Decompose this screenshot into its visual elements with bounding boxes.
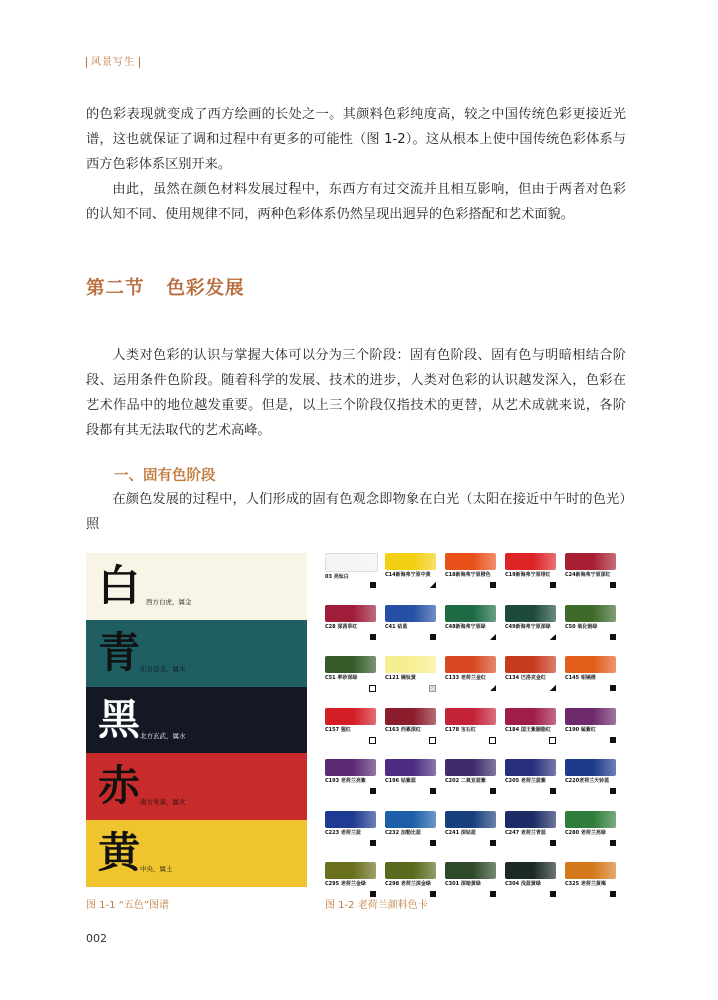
paint-card (325, 759, 376, 784)
paint-swatch (325, 553, 378, 572)
figure-1-2-caption: 图 1-2 老荷兰颜料色卡 (325, 900, 428, 911)
paint-label: C163 西累深红 (385, 726, 421, 733)
paint-label: C193 老荷兰亮紫 (325, 778, 366, 784)
paint-label: C178 宝石红 (445, 726, 476, 733)
paint-swatch (445, 656, 496, 673)
paint-card (565, 862, 616, 887)
paint-label: C18新海弗宁原橙色 (445, 572, 491, 578)
paint-label: C50 氧化铬绿 (565, 623, 598, 630)
paint-card (505, 553, 556, 578)
paint-label: C220老荷兰天铃蓝 (565, 778, 610, 784)
paint-card (505, 708, 556, 733)
opacity-mark-icon (490, 891, 496, 897)
paint-label: C28 深茜草红 (325, 623, 358, 630)
paint-swatch (445, 553, 496, 570)
opacity-mark-icon (610, 840, 616, 846)
color-character: 黑 (98, 694, 141, 744)
paint-card (325, 862, 376, 887)
paint-swatch (325, 759, 376, 776)
paint-label: C241 深钴蓝 (445, 829, 476, 836)
paint-card (325, 553, 376, 580)
paint-label: C304 浅蓝黄绿 (505, 881, 541, 887)
paint-card (565, 553, 616, 578)
opacity-mark-icon (430, 840, 436, 846)
paint-swatch (445, 862, 496, 879)
paint-card (565, 656, 616, 681)
paint-swatch (505, 605, 556, 622)
paint-swatch (445, 759, 496, 776)
opacity-mark-icon (430, 634, 436, 640)
paint-label: C51 率砂深绿 (325, 675, 358, 681)
opacity-mark-icon (430, 891, 436, 897)
paint-label: C24新海弗宁原深红 (565, 572, 611, 578)
paint-card (385, 862, 436, 887)
page-number: 002 (86, 932, 107, 945)
intro-text (86, 102, 626, 227)
running-header (82, 53, 144, 68)
paint-card (385, 811, 436, 836)
paint-label: C48新海弗宁原绿 (445, 623, 486, 630)
paragraph: 由此，虽然在颜色材料发展过程中，东西方有过交流并且相互影响，但由于两者对色彩的认知不同、使用规律不同，两种色彩体系仍然呈现出迥异的色彩搭配和艺术面貌。 (86, 182, 626, 222)
paint-swatch (325, 708, 376, 725)
color-character: 赤 (98, 761, 141, 811)
paint-card (385, 656, 436, 681)
five-colors-figure (86, 553, 307, 887)
paint-swatch (505, 708, 556, 725)
color-band (86, 753, 307, 820)
opacity-mark-icon (369, 685, 376, 692)
paint-label: C49新海弗宁原深绿 (505, 623, 551, 630)
paint-swatch (385, 605, 436, 622)
color-character: 白 (98, 561, 141, 610)
opacity-mark-icon (610, 891, 616, 897)
opacity-mark-icon (490, 685, 496, 691)
subsection-title: 一、固有色阶段 (114, 468, 216, 484)
paint-swatch (325, 605, 376, 622)
color-note: 中央，属土 (140, 865, 173, 874)
paint-swatch (565, 553, 616, 570)
paint-card (385, 605, 436, 630)
opacity-mark-icon (369, 737, 376, 744)
paint-swatch (445, 605, 496, 622)
color-note: 北方玄武，属水 (140, 731, 186, 740)
paint-swatch (565, 862, 616, 879)
paint-swatch (565, 708, 616, 725)
color-band (86, 620, 307, 687)
paint-swatch (505, 553, 556, 570)
paint-card (565, 708, 616, 733)
paint-card (505, 811, 556, 836)
color-note: 南方朱雀，属火 (140, 798, 186, 807)
paint-card (445, 605, 496, 630)
opacity-mark-icon (550, 685, 556, 691)
opacity-mark-icon (549, 737, 556, 744)
paint-swatch (445, 811, 496, 828)
subsection-paragraph: 在颜色发展的过程中，人们形成的固有色观念即物象在白光（太阳在接近中午时的色光）照 (86, 492, 626, 532)
opacity-mark-icon (550, 891, 556, 897)
opacity-mark-icon (550, 840, 556, 846)
paint-label: C190 锰紫红 (565, 726, 596, 733)
paint-swatch (385, 553, 436, 570)
paint-label: 03 亮钛白 (325, 574, 349, 580)
figure-1-1-caption: 图 1-1 “五色”图谱 (86, 900, 170, 911)
header-divider-left (86, 57, 87, 68)
paint-card (505, 605, 556, 630)
paint-card (325, 708, 376, 733)
header-divider-right (139, 57, 140, 68)
paint-card (385, 759, 436, 784)
paint-card (325, 811, 376, 836)
paint-swatch (565, 605, 616, 622)
paint-label: C41 钴蓝 (385, 623, 408, 630)
paint-label: C121 镉钛黄 (385, 675, 416, 681)
paint-label: C157 猩红 (325, 726, 351, 733)
paint-label: C19新海弗宁原绯红 (505, 572, 551, 578)
paint-swatch (325, 656, 376, 673)
paint-label: C145 钼镉橙 (565, 675, 596, 681)
paint-card (445, 759, 496, 784)
opacity-mark-icon (490, 582, 496, 588)
paint-card (565, 811, 616, 836)
paint-swatch (385, 862, 436, 879)
opacity-mark-icon (490, 788, 496, 794)
paint-label: C232 加勒比蓝 (385, 829, 421, 836)
paint-card (385, 708, 436, 733)
paint-swatch (565, 811, 616, 828)
opacity-mark-icon (610, 788, 616, 794)
paint-card (325, 605, 376, 630)
opacity-mark-icon (610, 737, 616, 743)
paint-label: C134 巴洛克金红 (505, 675, 546, 681)
paint-color-chart (325, 553, 617, 891)
opacity-mark-icon (430, 788, 436, 794)
paint-swatch (565, 759, 616, 776)
opacity-mark-icon (610, 685, 616, 691)
section-number: 第二节 (86, 278, 145, 299)
paint-label: C223 老荷兰蓝 (325, 829, 361, 836)
paint-card (565, 605, 616, 630)
opacity-mark-icon (489, 737, 496, 744)
paint-label: C295 老荷兰金绿 (325, 881, 366, 887)
opacity-mark-icon (550, 788, 556, 794)
paint-swatch (505, 759, 556, 776)
opacity-mark-icon (610, 634, 616, 640)
paint-label: C280 老荷兰亮绿 (565, 829, 606, 836)
paint-card (505, 656, 556, 681)
paint-label: C205 老荷兰蓝紫 (505, 778, 546, 784)
paint-swatch (385, 656, 436, 673)
section-title: 色彩发展 (166, 278, 245, 299)
section-paragraph: 人类对色彩的认识与掌握大体可以分为三个阶段：固有色阶段、固有色与明暗相结合阶段、运用条件色阶段。随着科学的发展、技术的进步，人类对色彩的认识越发深入，色彩在艺术作品中的地位越发重要。但是，以上三个阶段仅指技术的更替，从艺术成就来说，各阶段都有其无法取代的艺术高峰。 (86, 348, 626, 438)
paint-label: C301 深暗黄绿 (445, 881, 481, 887)
paint-label: C196 钴紫蓝 (385, 778, 416, 784)
paint-card (505, 759, 556, 784)
paint-swatch (325, 811, 376, 828)
opacity-mark-icon (550, 634, 556, 640)
opacity-mark-icon (490, 840, 496, 846)
paint-card (445, 708, 496, 733)
paint-card (445, 811, 496, 836)
opacity-mark-icon (370, 788, 376, 794)
paint-card (445, 656, 496, 681)
opacity-mark-icon (430, 582, 436, 588)
paint-label: C247 老荷兰青蓝 (505, 829, 546, 836)
paint-label: C133 老荷兰金红 (445, 675, 486, 681)
color-character: 青 (98, 627, 141, 677)
opacity-mark-icon (550, 582, 556, 588)
paint-swatch (565, 656, 616, 673)
color-band (86, 820, 307, 887)
paint-card (445, 553, 496, 578)
opacity-mark-icon (429, 737, 436, 744)
opacity-mark-icon (370, 634, 376, 640)
opacity-mark-icon (490, 634, 496, 640)
opacity-mark-icon (429, 685, 436, 692)
color-band (86, 553, 307, 620)
paint-label: C14新海弗宁原中黄 (385, 572, 431, 578)
paint-swatch (385, 759, 436, 776)
paint-card (325, 656, 376, 681)
paint-card (565, 759, 616, 784)
paint-card (385, 553, 436, 578)
paint-swatch (505, 811, 556, 828)
paint-swatch (385, 708, 436, 725)
paint-label: C202 二氧亚蓝紫 (445, 778, 486, 784)
color-band (86, 687, 307, 754)
header-title: 风景写生 (91, 57, 135, 68)
paint-swatch (505, 656, 556, 673)
color-note: 东方苍龙，属木 (140, 664, 186, 673)
paint-label: C184 国王紫胭脂红 (505, 726, 551, 733)
opacity-mark-icon (610, 582, 616, 588)
paragraph: 的色彩表现就变成了西方绘画的长处之一。其颜料色彩纯度高，较之中国传统色彩更接近光谱，这也就保证了调和过程中有更多的可能性（图 1-2）。这从根本上使中国传统色彩体系与西方色彩体系区别开来。 (86, 107, 626, 172)
paint-swatch (505, 862, 556, 879)
paint-card (505, 862, 556, 887)
section-heading (86, 274, 245, 300)
paint-card (445, 862, 496, 887)
paint-swatch (325, 862, 376, 879)
paint-label: C298 老荷兰深金绿 (385, 881, 431, 887)
color-note: 西方白虎，属金 (146, 598, 192, 606)
paint-swatch (385, 811, 436, 828)
color-character: 黄 (98, 828, 141, 878)
opacity-mark-icon (370, 582, 376, 588)
paint-swatch (445, 708, 496, 725)
opacity-mark-icon (370, 840, 376, 846)
paint-label: C325 老荷兰黄褐 (565, 881, 606, 887)
